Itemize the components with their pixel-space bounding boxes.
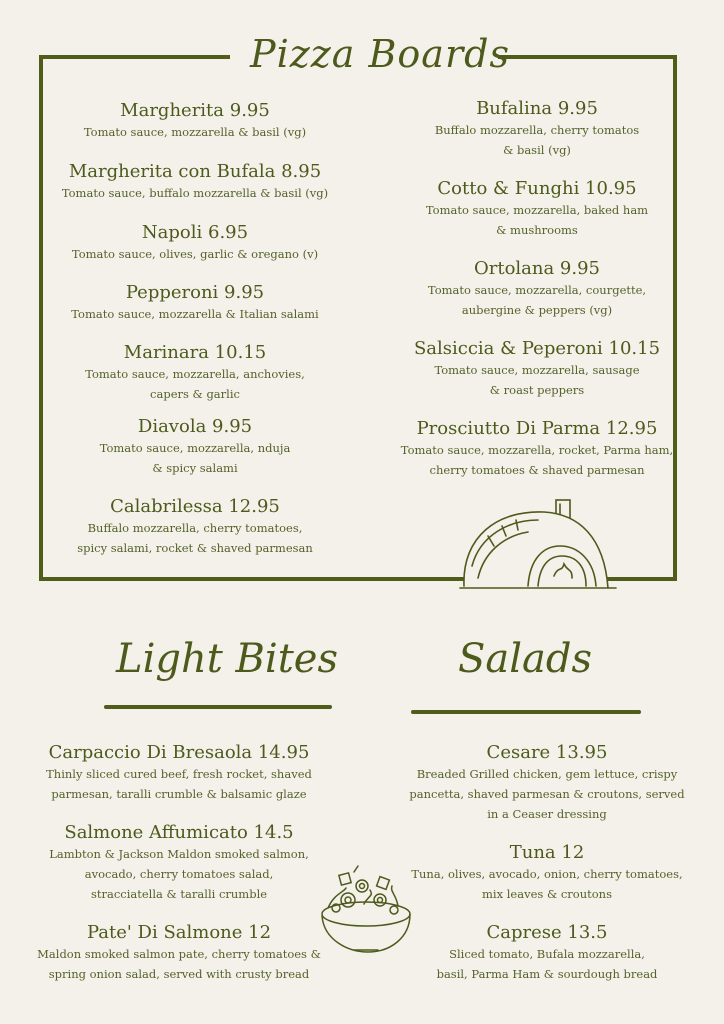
item-name: Carpaccio Di Bresaola 14.95 (48, 742, 310, 763)
item-desc: & basil (vg) (503, 143, 571, 157)
menu-item (50, 161, 340, 203)
pizza-oven-icon (458, 496, 620, 594)
item-desc: Sliced tomato, Bufala mozzarella, (449, 947, 645, 961)
item-name: Pepperoni 9.95 (125, 282, 265, 303)
item-desc: Tomato sauce, mozzarella & basil (vg) (83, 125, 307, 139)
menu-item (392, 98, 682, 160)
item-desc: Tomato sauce, mozzarella & Italian salami (71, 307, 319, 321)
light-bites-title: Light Bites (116, 636, 338, 682)
item-desc: Tomato sauce, mozzarella, baked ham (425, 203, 649, 217)
item-name: Margherita 9.95 (120, 100, 270, 121)
item-desc: Buffalo mozzarella, cherry tomatos (434, 123, 640, 137)
item-name: Caprese 13.5 (486, 922, 608, 943)
item-desc: in a Ceaser dressing (487, 807, 607, 821)
item-name: Salmone Affumicato 14.5 (64, 822, 294, 843)
salad-bowl-icon (318, 864, 414, 956)
item-desc: pancetta, shaved parmesan & croutons, served (409, 787, 685, 801)
item-name: Prosciutto Di Parma 12.95 (416, 418, 658, 439)
item-desc: stracciatella & taralli crumble (90, 887, 268, 901)
menu-item (50, 100, 340, 142)
item-desc: mix leaves & croutons (482, 887, 612, 901)
menu-item (34, 822, 324, 904)
menu-item (34, 742, 324, 804)
menu-item (50, 222, 340, 264)
item-desc: & mushrooms (496, 223, 578, 237)
item-desc: cherry tomatoes & shaved parmesan (429, 463, 645, 477)
item-name: Pate' Di Salmone 12 (86, 922, 272, 943)
menu-item (392, 178, 682, 240)
item-desc: capers & garlic (150, 387, 240, 401)
item-name: Tuna 12 (509, 842, 585, 863)
menu-item (50, 282, 340, 324)
item-desc: Tomato sauce, buffalo mozzarella & basil (vg) (61, 186, 329, 200)
item-desc: parmesan, taralli crumble & balsamic glaze (51, 787, 307, 801)
item-desc: Tomato sauce, mozzarella, nduja (99, 441, 291, 455)
item-desc: spring onion salad, served with crusty bread (48, 967, 310, 981)
item-desc: Lambton & Jackson Maldon smoked salmon, (49, 847, 309, 861)
item-name: Marinara 10.15 (123, 342, 267, 363)
menu-item (24, 922, 334, 984)
menu-item (392, 338, 682, 400)
item-desc: Tomato sauce, mozzarella, sausage (434, 363, 640, 377)
item-desc: Tuna, olives, avocado, onion, cherry tomatoes, (411, 867, 683, 881)
item-desc: Tomato sauce, mozzarella, rocket, Parma ham, (400, 443, 674, 457)
item-desc: & spicy salami (152, 461, 238, 475)
salads-underline (411, 710, 641, 714)
item-desc: basil, Parma Ham & sourdough bread (436, 967, 658, 981)
item-desc: Maldon smoked salmon pate, cherry tomatoes & (37, 947, 321, 961)
item-desc: Thinly sliced cured beef, fresh rocket, shaved (46, 767, 312, 781)
pizza-boards-title: Pizza Boards (250, 32, 510, 76)
item-name: Diavola 9.95 (137, 416, 253, 437)
item-desc: spicy salami, rocket & shaved parmesan (77, 541, 313, 555)
menu-item (402, 742, 692, 824)
item-name: Ortolana 9.95 (473, 258, 601, 279)
item-desc: Tomato sauce, olives, garlic & oregano (v) (71, 247, 319, 261)
salads-title: Salads (458, 636, 593, 682)
item-desc: Tomato sauce, mozzarella, courgette, (427, 283, 647, 297)
item-name: Cesare 13.95 (486, 742, 608, 763)
menu-item (50, 496, 340, 558)
item-name: Napoli 6.95 (141, 222, 249, 243)
item-desc: Buffalo mozzarella, cherry tomatoes, (87, 521, 303, 535)
item-desc: Breaded Grilled chicken, gem lettuce, crispy (416, 767, 678, 781)
menu-item (392, 418, 682, 480)
menu-item (50, 342, 340, 404)
item-desc: avocado, cherry tomatoes salad, (84, 867, 274, 881)
menu-item (392, 258, 682, 320)
item-desc: & roast peppers (489, 383, 585, 397)
item-name: Bufalina 9.95 (476, 98, 598, 119)
menu-item (402, 922, 692, 984)
item-desc: aubergine & peppers (vg) (461, 303, 613, 317)
item-name: Margherita con Bufala 8.95 (68, 161, 322, 182)
light-bites-underline (104, 705, 332, 709)
menu-item (402, 842, 692, 904)
item-desc: Tomato sauce, mozzarella, anchovies, (85, 367, 305, 381)
item-name: Cotto & Funghi 10.95 (437, 178, 637, 199)
item-name: Calabrilessa 12.95 (110, 496, 280, 517)
menu-item (50, 416, 340, 478)
item-name: Salsiccia & Peperoni 10.15 (413, 338, 661, 359)
